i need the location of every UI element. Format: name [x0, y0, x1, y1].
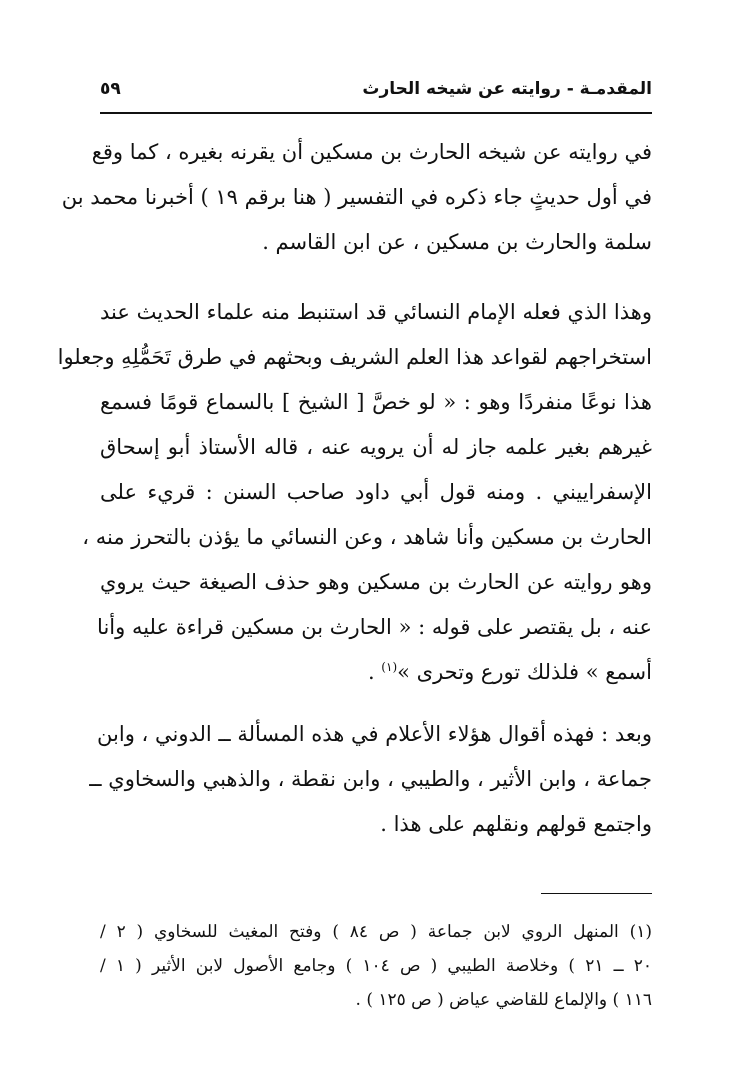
paragraph-line: سلمة والحارث بن مسكين ، عن ابن القاسم .	[262, 230, 652, 254]
paragraph-line: استخراجهم لقواعد هذا العلم الشريف وبحثهم في طرق تَحَمُّلِهِ وجعلوا	[57, 345, 652, 369]
paragraph-line: وهذا الذي فعله الإمام النسائي قد استنبط منه علماء الحديث عند	[100, 300, 652, 324]
paragraph-line: الإسفراييني . ومنه قول أبي داود صاحب السنن : قريء على	[100, 480, 652, 504]
footnote-reference[interactable]: (١)	[381, 660, 398, 674]
paragraph-line-text: أسمع » فلذلك تورع وتحرى »	[397, 660, 652, 684]
paragraph-3	[89, 712, 652, 847]
paragraph-1	[61, 130, 652, 265]
running-header-title: المقدمـة - روايته عن شيخه الحارث	[362, 79, 652, 99]
footnote-line: (١) المنهل الروي لابن جماعة ( ص ٨٤ ) وفتح المغيث للسخاوي ( ٢ /	[100, 922, 652, 942]
paragraph-last-line	[100, 650, 652, 695]
paragraph-line: وبعد : فهذه أقوال هؤلاء الأعلام في هذه المسألة ــ الدوني ، وابن	[97, 722, 652, 746]
running-header	[100, 74, 652, 104]
footnote-1	[100, 915, 652, 1017]
footnote-separator	[541, 893, 652, 894]
paragraph-line: في أول حديثٍ جاء ذكره في التفسير ( هنا برقم ١٩ ) أخبرنا محمد بن	[61, 185, 652, 209]
paragraph-line: جماعة ، وابن الأثير ، والطيبي ، وابن نقطة ، والذهبي والسخاوي ــ	[89, 767, 652, 791]
paragraph-2	[57, 290, 652, 695]
paragraph-line: واجتمع قولهم ونقلهم على هذا .	[380, 812, 652, 836]
paragraph-line: في روايته عن شيخه الحارث بن مسكين أن يقرنه بغيره ، كما وقع	[91, 140, 652, 164]
page-number: ٥٩	[100, 79, 121, 99]
paragraph-line: الحارث بن مسكين وأنا شاهد ، وعن النسائي ما يؤذن بالتحرز منه ،	[82, 525, 652, 549]
paragraph-line: هذا نوعًا منفردًا وهو : « لو خصَّ [ الشيخ ] بالسماع قومًا فسمع	[100, 390, 652, 414]
paragraph-line: عنه ، بل يقتصر على قوله : « الحارث بن مسكين قراءة عليه وأنا	[97, 615, 652, 639]
paragraph-line-suffix: .	[367, 660, 382, 684]
header-rule	[100, 112, 652, 114]
paragraph-line: وهو روايته عن الحارث بن مسكين وهو حذف الصيغة حيث يروي	[100, 570, 652, 594]
footnote-line: ٢٠ ــ ٢١ ) وخلاصة الطيبي ( ص ١٠٤ ) وجامع الأصول لابن الأثير ( ١ /	[100, 956, 652, 976]
paragraph-line: غيرهم بغير علمه جاز له أن يرويه عنه ، قاله الأستاذ أبو إسحاق	[100, 435, 652, 459]
footnote-line: ١١٦ ) والإلماع للقاضي عياض ( ص ١٢٥ ) .	[355, 990, 652, 1010]
